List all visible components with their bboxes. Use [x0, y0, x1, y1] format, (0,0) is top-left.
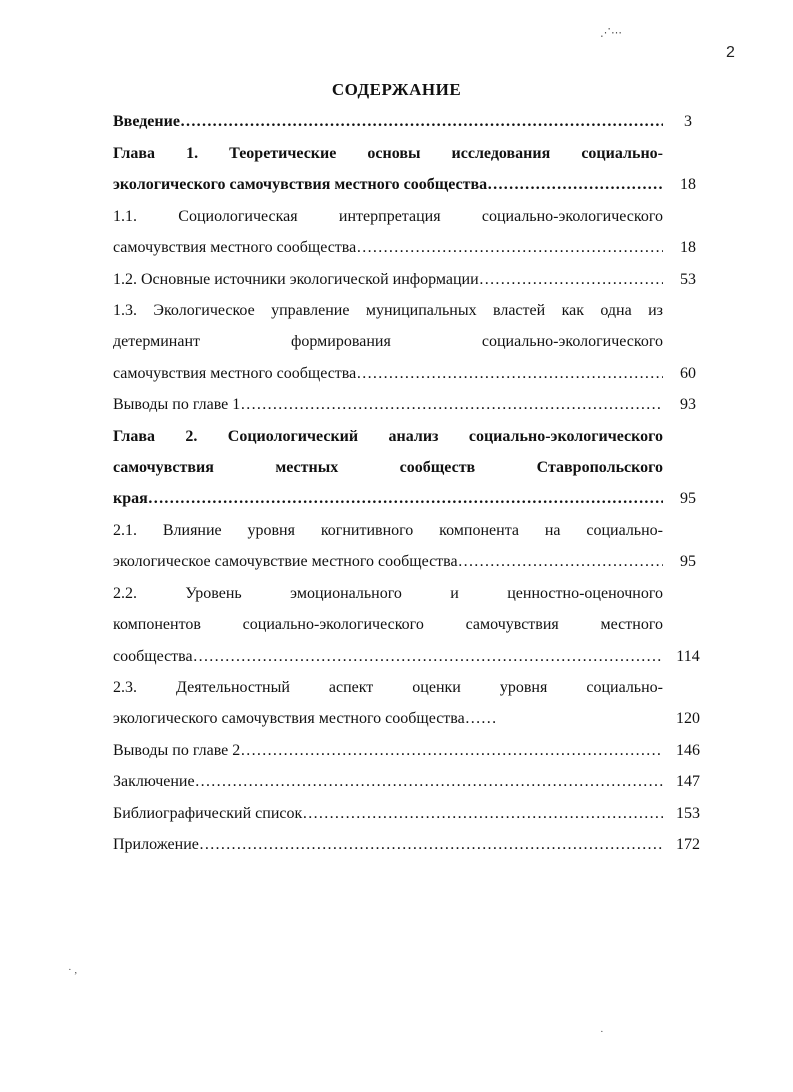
- toc-page-number: 3: [684, 113, 692, 130]
- toc-page-number: 18: [680, 239, 696, 256]
- scan-speck: ⋰⋯: [600, 27, 622, 39]
- toc-page-number: 153: [676, 805, 700, 822]
- toc-entry-2-2: 2.2. Уровень эмоционального и ценностно-оценочного: [113, 585, 663, 602]
- toc-entry-2-1: 2.1. Влияние уровня когнитивного компонента на социально-: [113, 522, 663, 539]
- toc-entry-1-2: 1.2. Основные источники экологической информации ………………………………………………………………………………………………………………………………………………………: [113, 270, 663, 290]
- toc-entry-1-1-cont: самочувствия местного сообщества ………………………………………………………………………………………………………………………………………………………: [113, 238, 663, 258]
- toc-entry-chapter-2: Глава 2. Социологический анализ социально-экологического: [113, 428, 663, 445]
- toc-page-number: 146: [676, 742, 700, 759]
- page-number: 2: [726, 44, 735, 61]
- toc-entry-chapter-2-cont: края ………………………………………………………………………………………………………………………………………………………: [113, 489, 663, 509]
- toc-page-number: 60: [680, 365, 696, 382]
- toc-entry-chapter-2-cont: самочувствия местных сообществ Ставропольского: [113, 459, 663, 476]
- toc-entry-introduction: Введение ………………………………………………………………………………………………………………………………………………………: [113, 112, 663, 132]
- toc-entry-chapter-1: Глава 1. Теоретические основы исследования социально-: [113, 145, 663, 162]
- toc-entry-chapter-1-cont: экологического самочувствия местного сообщества ………………………………………………………………………………………………………………………………………………………: [113, 175, 663, 195]
- toc-entry-conclusions-2: Выводы по главе 2 ………………………………………………………………………………………………………………………………………………………: [113, 741, 663, 761]
- toc-entry-1-3: 1.3. Экологическое управление муниципальных властей как одна из: [113, 302, 663, 319]
- toc-entry-appendix: Приложение ………………………………………………………………………………………………………………………………………………………: [113, 835, 663, 855]
- page-title: СОДЕРЖАНИЕ: [331, 80, 462, 99]
- toc-entry-conclusions-1: Выводы по главе 1 ………………………………………………………………………………………………………………………………………………………: [113, 395, 663, 415]
- toc-entry-2-2-cont: компонентов социально-экологического самочувствия местного: [113, 616, 663, 633]
- toc-entry-1-3-cont: детерминант формирования социально-экологического: [113, 333, 663, 350]
- toc-entry-2-3: 2.3. Деятельностный аспект оценки уровня социально-: [113, 679, 663, 696]
- toc-entry-2-3-cont: экологического самочувствия местного сообщества……: [113, 710, 497, 727]
- toc-entry-conclusion: Заключение ………………………………………………………………………………………………………………………………………………………: [113, 772, 663, 792]
- toc-entry-2-2-cont: сообщества ………………………………………………………………………………………………………………………………………………………: [113, 647, 663, 667]
- scan-speck: ·: [600, 1026, 604, 1038]
- toc-page-number: 120: [676, 710, 700, 727]
- toc-page-number: 172: [676, 836, 700, 853]
- toc-page-number: 18: [680, 176, 696, 193]
- toc-page-number: 95: [680, 490, 696, 507]
- toc-entry-bibliography: Библиографический список ………………………………………………………………………………………………………………………………………………………: [113, 804, 663, 824]
- toc-entry-1-3-cont: самочувствия местного сообщества ………………………………………………………………………………………………………………………………………………………: [113, 364, 663, 384]
- toc-entry-2-1-cont: экологическое самочувствие местного сообщества ………………………………………………………………………………………………………………………………………………………: [113, 552, 663, 572]
- toc-page-number: 114: [676, 648, 700, 665]
- toc-page-number: 147: [676, 773, 700, 790]
- toc-entry-1-1: 1.1. Социологическая интерпретация социально-экологического: [113, 208, 663, 225]
- toc-page-number: 93: [680, 396, 696, 413]
- scan-speck: · ,: [68, 964, 78, 976]
- toc-page-number: 53: [680, 271, 696, 288]
- toc-page-number: 95: [680, 553, 696, 570]
